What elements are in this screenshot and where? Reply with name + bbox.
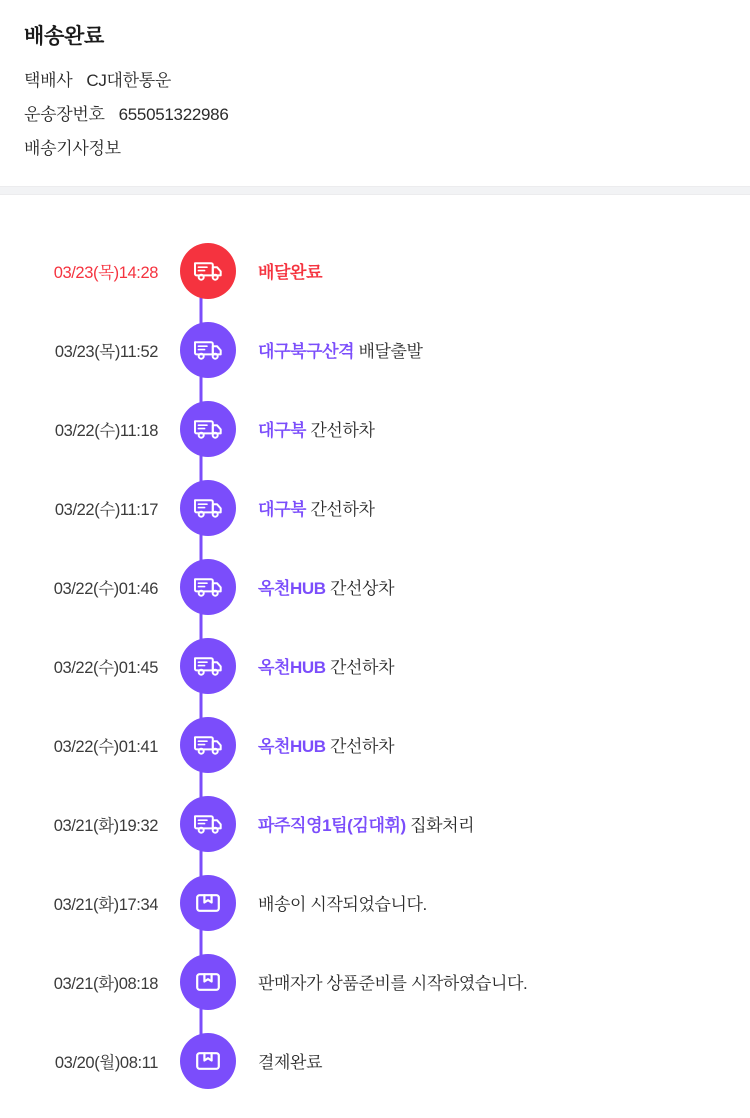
carrier-value: CJ대한통운	[86, 71, 172, 90]
truck-icon	[193, 496, 223, 520]
box-icon	[195, 1049, 221, 1073]
step-detail: 판매자가 상품준비를 시작하였습니다.	[258, 974, 528, 993]
step-detail: 배송이 시작되었습니다.	[258, 895, 427, 914]
step-place: 옥천HUB	[258, 737, 326, 756]
step-description	[236, 574, 394, 599]
step-detail: 간선상차	[325, 579, 395, 598]
step-place: 파주직영1팀(김대휘)	[258, 816, 406, 835]
timeline-step	[0, 231, 750, 310]
step-status-node	[180, 638, 236, 694]
step-status-node	[180, 559, 236, 615]
truck-icon	[193, 654, 223, 678]
truck-icon	[193, 338, 223, 362]
carrier-label: 택배사	[24, 71, 73, 90]
step-time: 03/20(월)08:11	[54, 1053, 158, 1072]
step-status-node	[180, 796, 236, 852]
step-detail: 집화처리	[405, 816, 475, 835]
step-status-node	[180, 322, 236, 378]
step-description	[236, 653, 394, 678]
step-time: 03/22(수)01:46	[53, 579, 158, 598]
timeline-step	[0, 1021, 750, 1100]
delivery-timeline	[0, 195, 750, 1110]
step-time: 03/21(화)08:18	[53, 974, 158, 993]
timeline-step	[0, 942, 750, 1021]
step-place: 대구북구산격	[258, 342, 355, 361]
step-place: 옥천HUB	[258, 579, 326, 598]
step-description	[236, 416, 375, 441]
step-description	[236, 969, 527, 994]
page-title: 배송완료	[24, 25, 104, 48]
truck-icon	[193, 417, 223, 441]
info-row-tracking-number	[24, 100, 726, 125]
box-icon	[195, 970, 221, 994]
timeline-step	[0, 784, 750, 863]
driver-info-label: 배송기사정보	[24, 139, 121, 158]
step-description	[236, 495, 375, 520]
timeline-step	[0, 389, 750, 468]
step-description	[236, 811, 474, 836]
step-time: 03/23(목)14:28	[53, 263, 158, 282]
timeline-step	[0, 705, 750, 784]
step-status-node	[180, 401, 236, 457]
step-description	[236, 732, 394, 757]
info-row-carrier	[24, 66, 726, 91]
step-detail: 간선하차	[325, 658, 395, 677]
step-place: 배달완료	[258, 263, 323, 282]
step-time: 03/22(수)01:45	[53, 658, 158, 677]
step-time: 03/22(수)11:18	[54, 421, 158, 440]
step-place: 대구북	[258, 500, 307, 519]
tracking-number-value[interactable]: 655051322986	[118, 105, 229, 124]
tracking-number-label: 운송장번호	[24, 105, 105, 124]
step-place: 대구북	[258, 421, 307, 440]
step-detail: 배달출발	[354, 342, 423, 361]
step-time: 03/22(수)01:41	[53, 737, 158, 756]
step-detail: 간선하차	[306, 421, 375, 440]
step-time: 03/21(화)17:34	[53, 895, 158, 914]
step-description	[236, 890, 427, 915]
step-detail: 간선하차	[325, 737, 395, 756]
step-status-node	[180, 243, 236, 299]
step-status-node	[180, 717, 236, 773]
step-time: 03/22(수)11:17	[54, 500, 158, 519]
timeline-step	[0, 626, 750, 705]
step-place: 옥천HUB	[258, 658, 326, 677]
timeline-step	[0, 468, 750, 547]
delivery-header	[0, 0, 750, 186]
step-status-node	[180, 1033, 236, 1089]
truck-icon	[193, 575, 223, 599]
timeline-step	[0, 310, 750, 389]
info-row-driver	[24, 134, 726, 159]
section-divider	[0, 186, 750, 195]
step-description	[236, 258, 322, 283]
step-detail: 결제완료	[258, 1053, 323, 1072]
step-time: 03/23(목)11:52	[54, 342, 158, 361]
step-status-node	[180, 954, 236, 1010]
box-icon	[195, 891, 221, 915]
timeline-step	[0, 863, 750, 942]
step-detail: 간선하차	[306, 500, 375, 519]
truck-icon	[193, 812, 223, 836]
step-description	[236, 1048, 322, 1073]
truck-icon	[193, 733, 223, 757]
step-status-node	[180, 875, 236, 931]
timeline-step	[0, 547, 750, 626]
truck-icon	[193, 259, 223, 283]
timeline-steps	[0, 231, 750, 1100]
step-time: 03/21(화)19:32	[53, 816, 158, 835]
step-status-node	[180, 480, 236, 536]
step-description	[236, 337, 423, 362]
